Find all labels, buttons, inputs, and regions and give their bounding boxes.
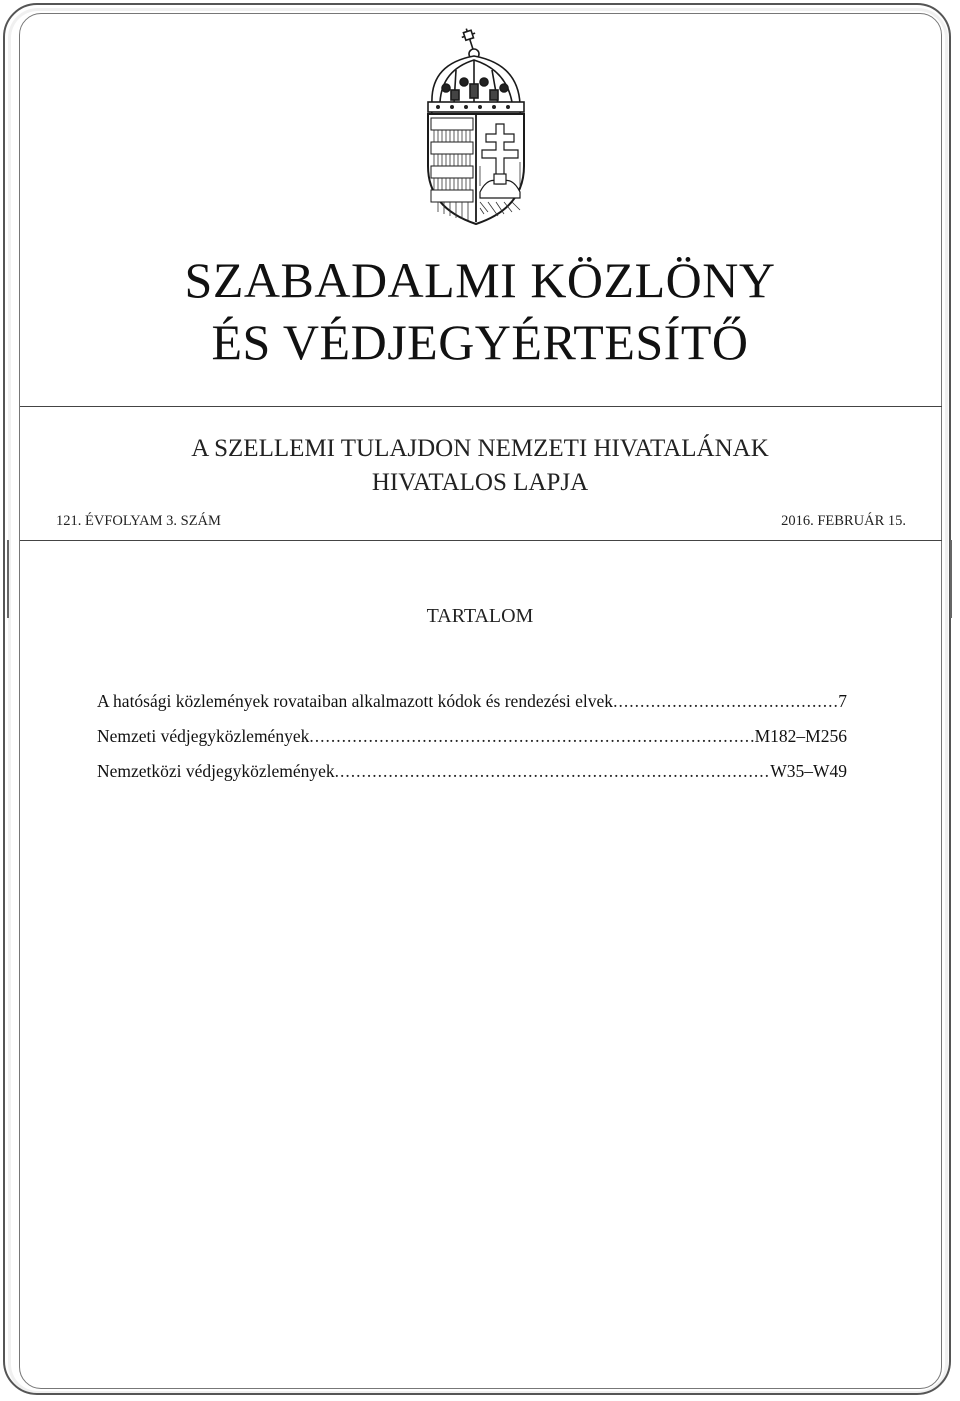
volume-number: 121. ÉVFOLYAM 3. SZÁM bbox=[56, 513, 221, 529]
subtitle-line-2: HIVATALOS LAPJA bbox=[371, 469, 589, 496]
toc-entry[interactable] bbox=[97, 690, 847, 712]
toc-dot-leader bbox=[309, 725, 754, 747]
toc-entry[interactable] bbox=[97, 760, 847, 782]
header-separator-top bbox=[20, 406, 942, 407]
toc-entry-page: M182–M256 bbox=[754, 726, 847, 746]
toc-entry-title: Nemzeti védjegyközlemények bbox=[97, 726, 310, 746]
toc-entry-page: 7 bbox=[838, 691, 847, 711]
toc-heading: TARTALOM bbox=[426, 605, 534, 627]
toc-entry-title: Nemzetközi védjegyközlemények bbox=[97, 761, 335, 781]
toc-dot-leader bbox=[613, 690, 838, 712]
main-title-line-2: ÉS VÉDJEGYÉRTESÍTŐ bbox=[211, 314, 749, 370]
header-separator-bottom bbox=[20, 540, 942, 541]
toc-entry-title: A hatósági közlemények rovataiban alkalmazott kódok és rendezési elvek bbox=[97, 691, 614, 711]
coat-of-arms-icon bbox=[418, 26, 534, 226]
main-title-line-1: SZABADALMI KÖZLÖNY bbox=[184, 252, 776, 308]
toc-entry-page: W35–W49 bbox=[770, 761, 847, 781]
toc-dot-leader bbox=[335, 760, 771, 782]
toc-entry[interactable] bbox=[97, 725, 847, 747]
subtitle-line-1: A SZELLEMI TULAJDON NEMZETI HIVATALÁNAK bbox=[191, 435, 769, 462]
issue-date: 2016. FEBRUÁR 15. bbox=[781, 513, 906, 529]
table-of-contents bbox=[97, 690, 847, 795]
